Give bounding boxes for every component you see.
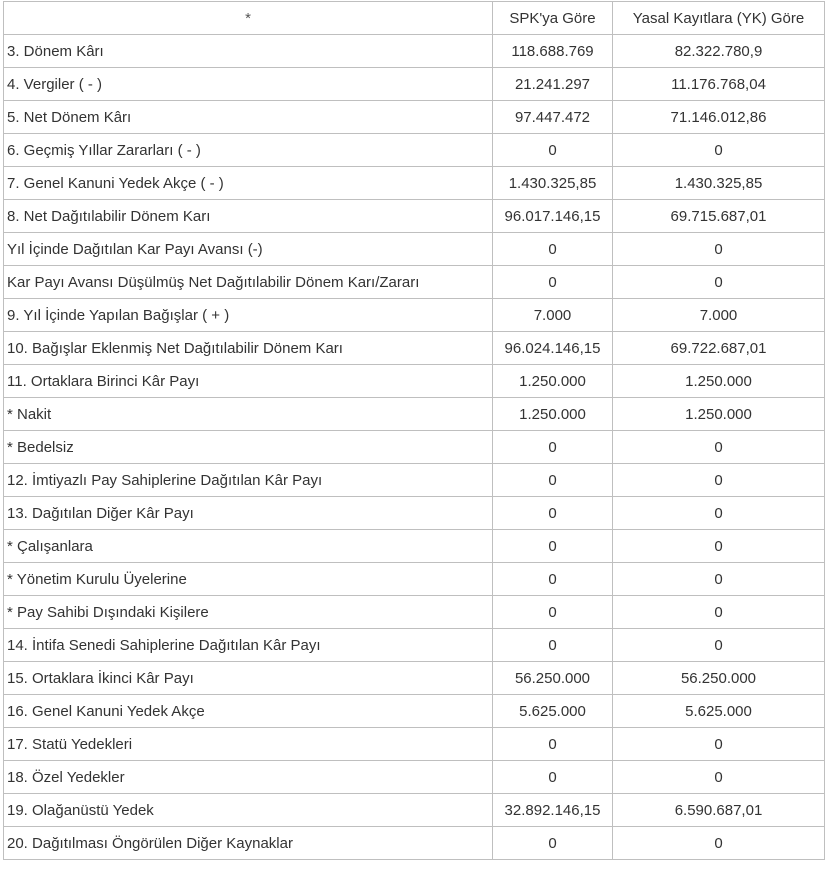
- table-row: [4, 365, 825, 398]
- row-yk-value: 7.000: [613, 299, 825, 332]
- table-row: [4, 563, 825, 596]
- row-label: 6. Geçmiş Yıllar Zararları ( - ): [4, 134, 493, 167]
- row-label: Yıl İçinde Dağıtılan Kar Payı Avansı (-): [4, 233, 493, 266]
- row-label: 10. Bağışlar Eklenmiş Net Dağıtılabilir Dönem Karı: [4, 332, 493, 365]
- row-label: 5. Net Dönem Kârı: [4, 101, 493, 134]
- row-spk-value: 0: [493, 761, 613, 794]
- row-spk-value: 96.024.146,15: [493, 332, 613, 365]
- row-yk-value: 69.715.687,01: [613, 200, 825, 233]
- row-yk-value: 0: [613, 233, 825, 266]
- row-spk-value: 0: [493, 266, 613, 299]
- row-spk-value: 0: [493, 827, 613, 860]
- row-label: 17. Statü Yedekleri: [4, 728, 493, 761]
- row-yk-value: 5.625.000: [613, 695, 825, 728]
- row-yk-value: 0: [613, 134, 825, 167]
- row-spk-value: 1.430.325,85: [493, 167, 613, 200]
- table-row: [4, 827, 825, 860]
- row-spk-value: 56.250.000: [493, 662, 613, 695]
- table-row: [4, 761, 825, 794]
- header-yk-column: Yasal Kayıtlara (YK) Göre: [613, 2, 825, 35]
- row-yk-value: 82.322.780,9: [613, 35, 825, 68]
- table-row: [4, 629, 825, 662]
- header-spk-column: SPK'ya Göre: [493, 2, 613, 35]
- row-label: 12. İmtiyazlı Pay Sahiplerine Dağıtılan Kâr Payı: [4, 464, 493, 497]
- row-label: * Yönetim Kurulu Üyelerine: [4, 563, 493, 596]
- row-spk-value: 0: [493, 497, 613, 530]
- row-label: 3. Dönem Kârı: [4, 35, 493, 68]
- row-spk-value: 96.017.146,15: [493, 200, 613, 233]
- table-row: [4, 728, 825, 761]
- row-label: 9. Yıl İçinde Yapılan Bağışlar ( + ): [4, 299, 493, 332]
- row-yk-value: 71.146.012,86: [613, 101, 825, 134]
- row-label: * Pay Sahibi Dışındaki Kişilere: [4, 596, 493, 629]
- row-spk-value: 7.000: [493, 299, 613, 332]
- table-row: [4, 134, 825, 167]
- row-spk-value: 0: [493, 464, 613, 497]
- row-label: 13. Dağıtılan Diğer Kâr Payı: [4, 497, 493, 530]
- row-label: 4. Vergiler ( - ): [4, 68, 493, 101]
- row-label: * Çalışanlara: [4, 530, 493, 563]
- row-yk-value: 0: [613, 266, 825, 299]
- table-row: [4, 266, 825, 299]
- table-row: [4, 233, 825, 266]
- table-header: [4, 2, 825, 35]
- row-label: 20. Dağıtılması Öngörülen Diğer Kaynaklar: [4, 827, 493, 860]
- table-row: [4, 596, 825, 629]
- table-row: [4, 530, 825, 563]
- row-spk-value: 0: [493, 233, 613, 266]
- table-row: [4, 794, 825, 827]
- table-row: [4, 68, 825, 101]
- row-spk-value: 1.250.000: [493, 398, 613, 431]
- row-label: Kar Payı Avansı Düşülmüş Net Dağıtılabilir Dönem Karı/Zararı: [4, 266, 493, 299]
- table-row: [4, 35, 825, 68]
- table-row: [4, 299, 825, 332]
- table-row: [4, 431, 825, 464]
- row-yk-value: 1.250.000: [613, 398, 825, 431]
- table-row: [4, 695, 825, 728]
- row-yk-value: 0: [613, 596, 825, 629]
- row-yk-value: 0: [613, 728, 825, 761]
- table-row: [4, 497, 825, 530]
- row-spk-value: 97.447.472: [493, 101, 613, 134]
- row-label: * Bedelsiz: [4, 431, 493, 464]
- profit-distribution-table: [3, 1, 825, 860]
- row-label: 19. Olağanüstü Yedek: [4, 794, 493, 827]
- row-yk-value: 0: [613, 629, 825, 662]
- row-yk-value: 1.250.000: [613, 365, 825, 398]
- row-label: 15. Ortaklara İkinci Kâr Payı: [4, 662, 493, 695]
- header-row: [4, 2, 825, 35]
- header-item-column: *: [4, 2, 493, 35]
- table-row: [4, 662, 825, 695]
- row-yk-value: 0: [613, 464, 825, 497]
- row-label: 16. Genel Kanuni Yedek Akçe: [4, 695, 493, 728]
- row-spk-value: 21.241.297: [493, 68, 613, 101]
- row-yk-value: 0: [613, 761, 825, 794]
- table-row: [4, 332, 825, 365]
- table-row: [4, 167, 825, 200]
- row-spk-value: 5.625.000: [493, 695, 613, 728]
- table-body: [4, 35, 825, 860]
- table-row: [4, 464, 825, 497]
- table-row: [4, 101, 825, 134]
- row-yk-value: 0: [613, 431, 825, 464]
- row-yk-value: 56.250.000: [613, 662, 825, 695]
- row-label: * Nakit: [4, 398, 493, 431]
- row-spk-value: 118.688.769: [493, 35, 613, 68]
- row-yk-value: 11.176.768,04: [613, 68, 825, 101]
- row-label: 7. Genel Kanuni Yedek Akçe ( - ): [4, 167, 493, 200]
- row-spk-value: 0: [493, 134, 613, 167]
- row-spk-value: 0: [493, 563, 613, 596]
- row-spk-value: 0: [493, 596, 613, 629]
- row-yk-value: 0: [613, 563, 825, 596]
- row-label: 11. Ortaklara Birinci Kâr Payı: [4, 365, 493, 398]
- row-yk-value: 69.722.687,01: [613, 332, 825, 365]
- row-spk-value: 0: [493, 629, 613, 662]
- row-label: 8. Net Dağıtılabilir Dönem Karı: [4, 200, 493, 233]
- row-spk-value: 32.892.146,15: [493, 794, 613, 827]
- row-yk-value: 0: [613, 530, 825, 563]
- row-spk-value: 0: [493, 530, 613, 563]
- row-label: 14. İntifa Senedi Sahiplerine Dağıtılan Kâr Payı: [4, 629, 493, 662]
- table-row: [4, 398, 825, 431]
- row-spk-value: 0: [493, 431, 613, 464]
- row-yk-value: 0: [613, 497, 825, 530]
- row-label: 18. Özel Yedekler: [4, 761, 493, 794]
- row-yk-value: 6.590.687,01: [613, 794, 825, 827]
- row-yk-value: 1.430.325,85: [613, 167, 825, 200]
- row-spk-value: 1.250.000: [493, 365, 613, 398]
- row-spk-value: 0: [493, 728, 613, 761]
- row-yk-value: 0: [613, 827, 825, 860]
- table-row: [4, 200, 825, 233]
